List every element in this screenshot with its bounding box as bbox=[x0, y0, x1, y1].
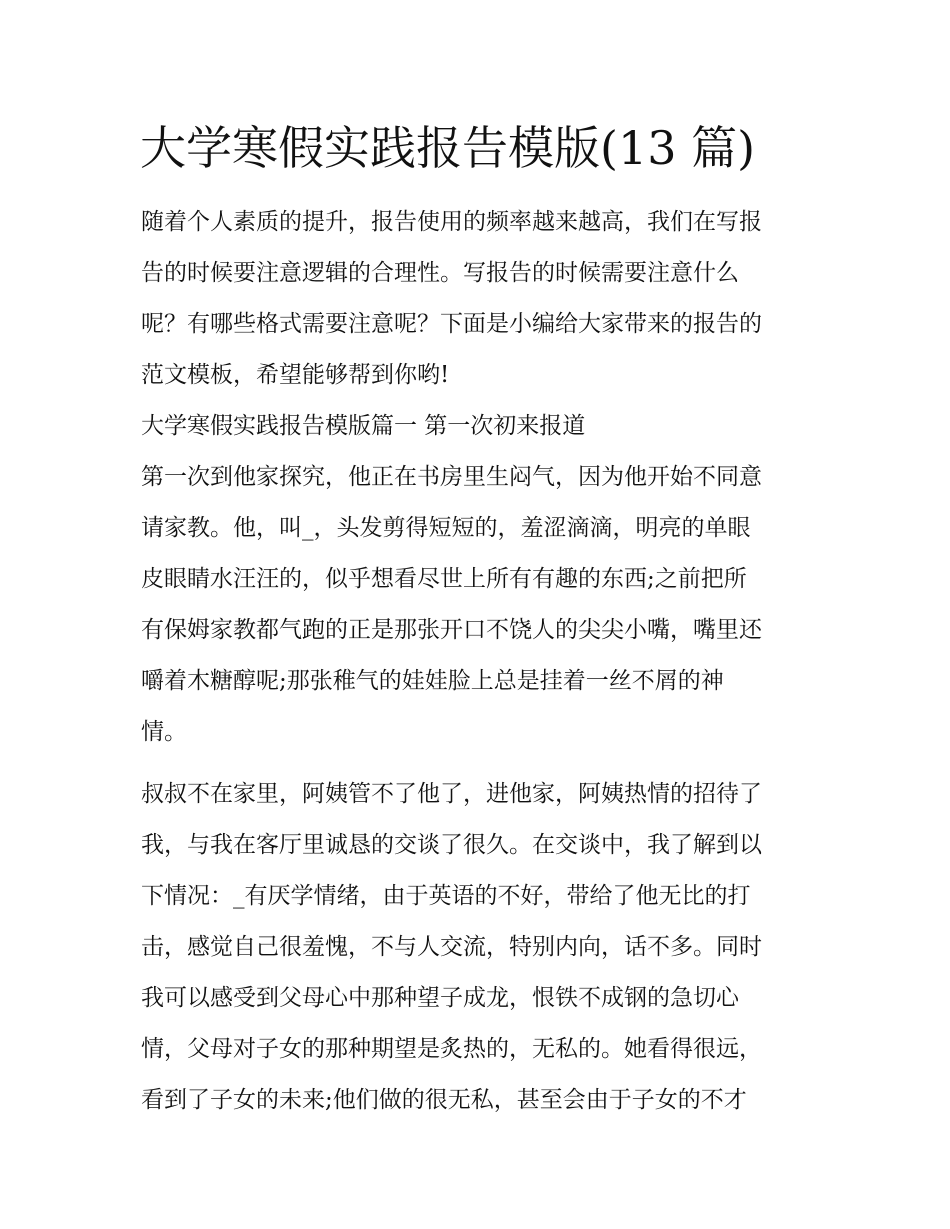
text-line: 看到了子女的未来;他们做的很无私，甚至会由于子女的不才 bbox=[141, 1087, 747, 1113]
text-line: 嚼着木糖醇呢;那张稚气的娃娃脸上总是挂着一丝不屑的神 bbox=[141, 668, 724, 694]
text-line: 呢？有哪些格式需要注意呢？下面是小编给大家带来的报告的 bbox=[141, 311, 762, 337]
text-line: 告的时候要注意逻辑的合理性。写报告的时候需要注意什么 bbox=[141, 260, 739, 286]
text-line: 叔叔不在家里，阿姨管不了他了，进他家，阿姨热情的招待了 bbox=[141, 781, 762, 807]
text-line: 我可以感受到父母心中那种望子成龙，恨铁不成钢的急切心 bbox=[141, 985, 739, 1011]
text-line: 有保姆家教都气跑的正是那张开口不饶人的尖尖小嘴，嘴里还 bbox=[141, 617, 762, 643]
document-title: 大学寒假实践报告模版(13 篇) bbox=[140, 121, 756, 175]
text-line: 皮眼睛水汪汪的，似乎想看尽世上所有有趣的东西;之前把所 bbox=[141, 566, 747, 592]
text-line: 范文模板，希望能够帮到你哟! bbox=[141, 362, 450, 388]
text-line: 情，父母对子女的那种期望是炙热的，无私的。她看得很远， bbox=[141, 1036, 762, 1062]
text-line: 随着个人素质的提升，报告使用的频率越来越高，我们在写报 bbox=[141, 209, 762, 235]
text-line: 第一次到他家探究，他正在书房里生闷气，因为他开始不同意 bbox=[141, 464, 762, 490]
text-line: 情。 bbox=[141, 719, 187, 745]
section-heading: 大学寒假实践报告模版篇一 第一次初来报道 bbox=[141, 413, 586, 439]
text-line: 请家教。他，叫_，头发剪得短短的，羞涩滴滴，明亮的单眼 bbox=[141, 515, 751, 541]
paragraph-gap bbox=[141, 758, 821, 769]
text-line: 我，与我在客厅里诚恳的交谈了很久。在交谈中，我了解到以 bbox=[141, 832, 762, 858]
document-body bbox=[141, 197, 821, 1126]
text-line: 下情况：_有厌学情绪，由于英语的不好，带给了他无比的打 bbox=[141, 883, 751, 909]
text-line: 击，感觉自己很羞愧，不与人交流，特别内向，话不多。同时 bbox=[141, 934, 762, 960]
